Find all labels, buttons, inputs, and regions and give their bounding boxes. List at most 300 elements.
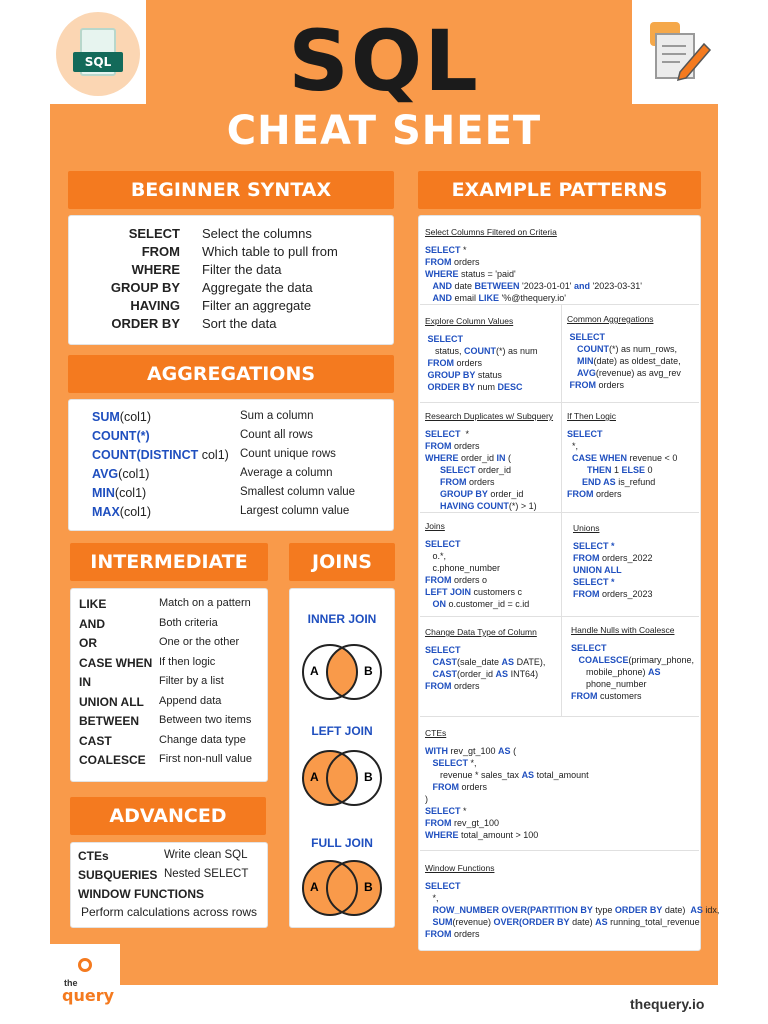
code-text: idx, xyxy=(702,905,720,915)
code-keyword: FROM xyxy=(567,489,594,499)
code-keyword: FROM xyxy=(569,380,597,390)
code-keyword: MIN xyxy=(577,356,594,366)
advanced-note: Perform calculations across rows xyxy=(81,905,258,919)
code-line xyxy=(425,928,719,940)
code-text xyxy=(567,356,577,366)
code-text: *, xyxy=(425,893,439,903)
code-text: ) xyxy=(425,794,428,804)
full-b-label: B xyxy=(364,880,373,894)
code-text: is_refund xyxy=(615,477,656,487)
divider xyxy=(420,716,699,717)
example-coalesce xyxy=(571,624,694,702)
advanced-keyword: WINDOW FUNCTIONS xyxy=(78,887,204,901)
code-text: (revenue) as avg_rev xyxy=(595,368,681,378)
code-text: *, xyxy=(468,758,477,768)
code-line xyxy=(425,538,529,550)
code-text: (sale_date xyxy=(457,657,502,667)
code-text xyxy=(425,669,433,679)
code-text: order_id xyxy=(475,465,512,475)
left-b-label: B xyxy=(364,770,373,784)
code-text xyxy=(567,477,582,487)
code-text: orders_2023 xyxy=(599,589,653,599)
aggregations-header: AGGREGATIONS xyxy=(68,355,394,393)
code-keyword: LEFT JOIN xyxy=(425,587,472,597)
code-keyword: COUNT xyxy=(464,346,497,356)
beginner-keyword: GROUP BY xyxy=(110,280,180,295)
code-text: orders xyxy=(451,441,480,451)
code-keyword: SELECT xyxy=(425,245,461,255)
code-keyword: FROM xyxy=(432,782,460,792)
sql-badge: SQL xyxy=(73,52,123,72)
code-keyword: FROM xyxy=(425,929,452,939)
code-keyword: SUM xyxy=(432,917,453,927)
code-line xyxy=(425,369,538,381)
code-text: (primary_phone, xyxy=(628,655,695,665)
code-text: * xyxy=(460,806,467,816)
intermediate-keyword: BETWEEN xyxy=(79,714,139,728)
code-line xyxy=(567,464,677,476)
divider xyxy=(420,304,699,305)
example-common-aggregations xyxy=(567,313,681,391)
code-line xyxy=(425,586,529,598)
intermediate-keyword: COALESCE xyxy=(79,753,146,767)
aggregation-description: Count all rows xyxy=(240,429,313,441)
intermediate-description: Filter by a list xyxy=(159,675,224,687)
code-line xyxy=(425,268,642,280)
code-keyword: IN xyxy=(496,453,506,463)
code-text: revenue < 0 xyxy=(627,453,678,463)
divider xyxy=(561,512,562,616)
example-title: Window Functions xyxy=(425,863,495,873)
code-line xyxy=(425,440,553,452)
beginner-description: Aggregate the data xyxy=(202,280,313,295)
code-line xyxy=(425,880,719,892)
code-text: o.customer_id = c.id xyxy=(446,599,530,609)
code-line xyxy=(425,244,642,256)
aggregation-argument: (col1) xyxy=(119,505,152,519)
code-line xyxy=(425,562,529,574)
aggregation-function xyxy=(92,505,151,519)
code-line xyxy=(425,757,589,769)
divider xyxy=(561,616,562,716)
code-text: '2023-03-31' xyxy=(590,281,643,291)
code-text: status = 'paid' xyxy=(458,269,516,279)
aggregation-function xyxy=(92,429,150,443)
code-text: orders o xyxy=(451,575,488,585)
code-line xyxy=(571,642,694,654)
code-line xyxy=(567,452,677,464)
joins-header: JOINS xyxy=(289,543,395,581)
code-text xyxy=(571,655,579,665)
example-select-filtered xyxy=(425,226,642,304)
example-window-functions xyxy=(425,862,719,940)
code-line xyxy=(425,781,589,793)
code-text: (*) > 1) xyxy=(508,501,537,511)
intermediate-keyword: LIKE xyxy=(79,597,107,611)
intermediate-description: Append data xyxy=(159,694,222,707)
example-title: Handle Nulls with Coalesce xyxy=(571,625,675,635)
code-line xyxy=(567,367,681,379)
code-keyword: FROM xyxy=(573,553,600,563)
code-keyword: GROUP BY xyxy=(427,370,476,380)
example-title: Joins xyxy=(425,521,445,531)
code-text: '%@thequery.io' xyxy=(499,293,566,303)
code-keyword: SELECT xyxy=(425,881,461,891)
code-keyword: and xyxy=(574,281,591,291)
intermediate-description: Match on a pattern xyxy=(159,597,251,609)
example-title: Unions xyxy=(573,523,600,533)
aggregation-keyword: COUNT(DISTINCT xyxy=(92,448,199,462)
code-text: rev_gt_100 xyxy=(451,818,500,828)
code-keyword: FROM xyxy=(425,575,452,585)
intermediate-description: First non-null value xyxy=(159,753,252,765)
code-line xyxy=(573,588,653,600)
code-text: total_amount xyxy=(534,770,589,780)
code-keyword: COALESCE xyxy=(578,655,629,665)
example-title: Explore Column Values xyxy=(425,316,514,326)
code-keyword: SELECT xyxy=(571,643,607,653)
code-line xyxy=(425,680,545,692)
full-join-label: FULL JOIN xyxy=(311,836,373,850)
code-line xyxy=(567,343,681,355)
code-keyword: FROM xyxy=(427,358,455,368)
intermediate-description: If then logic xyxy=(159,655,216,668)
example-title: Change Data Type of Column xyxy=(425,627,537,637)
code-keyword: AVG xyxy=(577,368,596,378)
code-line xyxy=(573,552,653,564)
code-keyword: ORDER BY xyxy=(427,382,476,392)
code-line xyxy=(567,379,681,391)
code-text xyxy=(567,465,587,475)
beginner-keyword: FROM xyxy=(141,244,180,259)
code-line xyxy=(567,476,677,488)
code-keyword: FROM xyxy=(425,681,452,691)
code-keyword: WHERE xyxy=(425,830,459,840)
divider xyxy=(561,402,562,512)
code-text: orders xyxy=(451,257,480,267)
beginner-keyword: WHERE xyxy=(131,262,180,277)
code-text xyxy=(567,368,577,378)
code-line xyxy=(573,540,653,552)
code-line xyxy=(567,355,681,367)
code-line xyxy=(425,500,553,512)
code-text: DATE), xyxy=(514,657,546,667)
aggregation-description: Sum a column xyxy=(240,410,314,422)
intermediate-keyword: CASE WHEN xyxy=(79,655,153,670)
beginner-description: Which table to pull from xyxy=(202,244,338,259)
code-line xyxy=(425,488,553,500)
code-keyword: FROM xyxy=(573,589,600,599)
code-text: *, xyxy=(567,441,579,451)
code-text: (revenue) xyxy=(452,917,494,927)
code-keyword: SELECT xyxy=(427,334,464,344)
code-line xyxy=(425,745,589,757)
example-cast xyxy=(425,626,545,692)
aggregation-argument: col1) xyxy=(198,448,229,462)
code-keyword: SELECT xyxy=(425,645,461,655)
intermediate-keyword: IN xyxy=(79,675,91,689)
example-duplicates-subquery xyxy=(425,410,553,512)
code-keyword: SELECT xyxy=(569,332,606,342)
code-line xyxy=(425,817,589,829)
code-text: customers c xyxy=(471,587,523,597)
code-keyword: SELECT xyxy=(425,806,461,816)
code-line xyxy=(425,345,538,357)
code-keyword: FROM xyxy=(425,257,452,267)
example-title: Select Columns Filtered on Criteria xyxy=(425,227,557,237)
code-keyword: AND xyxy=(432,293,453,303)
code-line xyxy=(425,904,719,916)
code-text: '2023-01-01' xyxy=(519,281,575,291)
code-line xyxy=(425,292,642,304)
advanced-keyword: CTEs xyxy=(78,849,109,863)
beginner-keyword: ORDER BY xyxy=(111,316,180,331)
code-text: orders xyxy=(451,681,480,691)
code-keyword: FROM xyxy=(571,691,598,701)
intermediate-description: Both criteria xyxy=(159,616,218,629)
example-ctes xyxy=(425,727,589,841)
code-line xyxy=(571,654,694,666)
code-text: orders xyxy=(593,489,622,499)
left-join-label: LEFT JOIN xyxy=(311,724,373,738)
code-text: order_id xyxy=(487,489,524,499)
beginner-header: BEGINNER SYNTAX xyxy=(68,171,394,209)
code-keyword: AS xyxy=(648,667,661,677)
code-text: orders xyxy=(466,477,495,487)
code-line xyxy=(425,452,553,464)
beginner-description: Filter the data xyxy=(202,262,282,277)
code-text: c.phone_number xyxy=(425,563,501,573)
code-keyword: SELECT xyxy=(425,429,461,439)
code-keyword: WHERE xyxy=(425,453,459,463)
example-unions xyxy=(573,522,653,600)
advanced-description: Nested SELECT xyxy=(164,868,249,880)
code-keyword: AS xyxy=(521,770,535,780)
aggregation-function xyxy=(92,486,146,500)
page-title: SQL xyxy=(288,12,480,110)
code-text xyxy=(425,599,433,609)
code-keyword: FROM xyxy=(425,441,452,451)
aggregation-keyword: COUNT(*) xyxy=(92,429,150,443)
code-text: date xyxy=(452,281,475,291)
intermediate-description: Between two items xyxy=(159,714,252,726)
aggregation-keyword: MIN xyxy=(92,486,115,500)
code-keyword: ORDER BY xyxy=(614,905,663,915)
code-line xyxy=(573,576,653,588)
code-line xyxy=(425,280,642,292)
code-text: customers xyxy=(597,691,642,701)
code-text: orders xyxy=(459,782,488,792)
code-text: total_amount > 100 xyxy=(458,830,539,840)
code-line xyxy=(425,668,545,680)
intermediate-description: One or the other xyxy=(159,636,240,648)
code-text: (*) as num_rows, xyxy=(609,344,678,354)
code-line xyxy=(425,805,589,817)
code-text: status, xyxy=(425,346,465,356)
aggregation-description: Smallest column value xyxy=(240,486,356,498)
code-line xyxy=(425,550,529,562)
code-keyword: WITH xyxy=(425,746,448,756)
inner-a-label: A xyxy=(310,664,319,678)
code-text: orders xyxy=(596,380,625,390)
code-text: ( xyxy=(505,453,512,463)
code-text xyxy=(425,501,440,511)
divider xyxy=(561,304,562,402)
code-line xyxy=(425,829,589,841)
advanced-keyword: SUBQUERIES xyxy=(78,868,158,882)
code-keyword: SELECT xyxy=(425,539,461,549)
logo-text-query: query xyxy=(62,986,115,1005)
inner-join-label: INNER JOIN xyxy=(307,612,377,626)
code-line xyxy=(567,428,677,440)
code-keyword: CAST xyxy=(432,657,458,667)
code-line xyxy=(425,916,719,928)
aggregation-description: Average a column xyxy=(240,467,333,479)
example-title: Research Duplicates w/ Subquery xyxy=(425,411,554,421)
code-line xyxy=(425,381,538,393)
code-line xyxy=(567,331,681,343)
code-keyword: SELECT xyxy=(440,465,476,475)
code-line xyxy=(573,564,653,576)
code-keyword: DESC xyxy=(497,382,523,392)
code-text: num xyxy=(475,382,498,392)
aggregation-keyword: SUM xyxy=(92,410,120,424)
code-keyword: FROM xyxy=(425,818,452,828)
code-text: running_total_revenue xyxy=(607,917,700,927)
code-text: phone_number xyxy=(571,679,647,689)
intermediate-keyword: OR xyxy=(79,636,97,650)
code-text: ( xyxy=(510,746,517,756)
magnifier-icon xyxy=(78,958,92,972)
code-keyword: AND xyxy=(432,281,453,291)
example-title: CTEs xyxy=(425,728,447,738)
code-line xyxy=(425,598,529,610)
code-text: o.*, xyxy=(425,551,447,561)
page-subtitle: CHEAT SHEET xyxy=(226,108,542,154)
code-text: revenue * sales_tax xyxy=(425,770,522,780)
code-keyword: ROW_NUMBER OVER(PARTITION BY xyxy=(432,905,593,915)
code-keyword: OVER(ORDER BY xyxy=(493,917,570,927)
code-text: orders_2022 xyxy=(599,553,653,563)
divider xyxy=(420,850,699,851)
code-line xyxy=(425,428,553,440)
code-keyword: FROM xyxy=(440,477,467,487)
code-text: 1 xyxy=(611,465,622,475)
code-line xyxy=(567,440,677,452)
aggregation-argument: (col1) xyxy=(119,410,152,424)
code-keyword: BETWEEN xyxy=(474,281,520,291)
advanced-header: ADVANCED xyxy=(70,797,266,835)
code-line xyxy=(425,892,719,904)
code-text xyxy=(425,905,433,915)
code-keyword: THEN xyxy=(587,465,612,475)
beginner-description: Select the columns xyxy=(202,226,312,241)
code-keyword: ON xyxy=(432,599,447,609)
aggregation-function xyxy=(92,448,229,462)
aggregation-argument: (col1) xyxy=(118,467,150,481)
intermediate-keyword: AND xyxy=(79,616,105,631)
code-text: (*) as num xyxy=(496,346,538,356)
code-keyword: WHERE xyxy=(425,269,459,279)
code-keyword: AS xyxy=(690,905,703,915)
code-text: 0 xyxy=(645,465,653,475)
aggregation-function xyxy=(92,467,149,481)
code-text: * xyxy=(460,245,467,255)
code-keyword: HAVING COUNT xyxy=(440,501,509,511)
code-text xyxy=(425,489,440,499)
code-line xyxy=(571,666,694,678)
code-keyword: AS xyxy=(501,657,515,667)
intermediate-keyword: CAST xyxy=(79,733,112,748)
aggregation-description: Largest column value xyxy=(240,505,350,517)
code-keyword: SELECT xyxy=(567,429,603,439)
code-text: date) xyxy=(569,917,596,927)
code-line xyxy=(425,333,538,345)
code-keyword: UNION ALL xyxy=(573,565,622,575)
divider xyxy=(420,512,699,513)
example-title: If Then Logic xyxy=(567,411,616,421)
code-keyword: ELSE xyxy=(621,465,646,475)
advanced-description: Write clean SQL xyxy=(164,849,248,861)
beginner-keyword: SELECT xyxy=(128,226,180,241)
code-line xyxy=(425,656,545,668)
aggregation-keyword: AVG xyxy=(92,467,119,481)
code-text xyxy=(425,465,440,475)
footer-site: thequery.io xyxy=(630,996,705,1012)
code-text: orders xyxy=(454,358,483,368)
code-keyword: SELECT * xyxy=(573,577,615,587)
code-text: (date) as oldest_date, xyxy=(593,356,681,366)
left-a-label: A xyxy=(310,770,319,784)
code-keyword: CAST xyxy=(432,669,458,679)
code-text: date) xyxy=(662,905,691,915)
code-text xyxy=(425,293,433,303)
code-text xyxy=(567,344,577,354)
intermediate-keyword: UNION ALL xyxy=(79,694,144,709)
inner-b-label: B xyxy=(364,664,373,678)
logo-text-the: the xyxy=(64,978,78,988)
code-keyword: LIKE xyxy=(478,293,500,303)
code-text xyxy=(425,657,433,667)
code-line xyxy=(425,256,642,268)
example-title: Common Aggregations xyxy=(567,314,654,324)
code-line xyxy=(425,793,589,805)
code-line xyxy=(425,574,529,586)
divider xyxy=(420,402,699,403)
code-text: rev_gt_100 xyxy=(448,746,499,756)
code-text: (order_id xyxy=(457,669,496,679)
code-text: order_id xyxy=(458,453,497,463)
code-line xyxy=(571,690,694,702)
code-keyword: GROUP BY xyxy=(440,489,488,499)
intermediate-header: INTERMEDIATE xyxy=(70,543,268,581)
code-keyword: AS xyxy=(498,746,511,756)
example-explore-values xyxy=(425,315,538,393)
code-text: * xyxy=(460,429,470,439)
code-text xyxy=(425,477,440,487)
beginner-description: Sort the data xyxy=(202,316,277,331)
example-joins xyxy=(425,520,529,610)
code-text: email xyxy=(452,293,479,303)
intermediate-description: Change data type xyxy=(159,733,246,746)
code-text: mobile_phone) xyxy=(571,667,649,677)
code-keyword: AS xyxy=(495,669,509,679)
code-text: orders xyxy=(451,929,480,939)
divider xyxy=(420,616,699,617)
code-line xyxy=(425,464,553,476)
beginner-keyword: HAVING xyxy=(130,298,180,313)
code-keyword: CASE WHEN xyxy=(572,453,628,463)
